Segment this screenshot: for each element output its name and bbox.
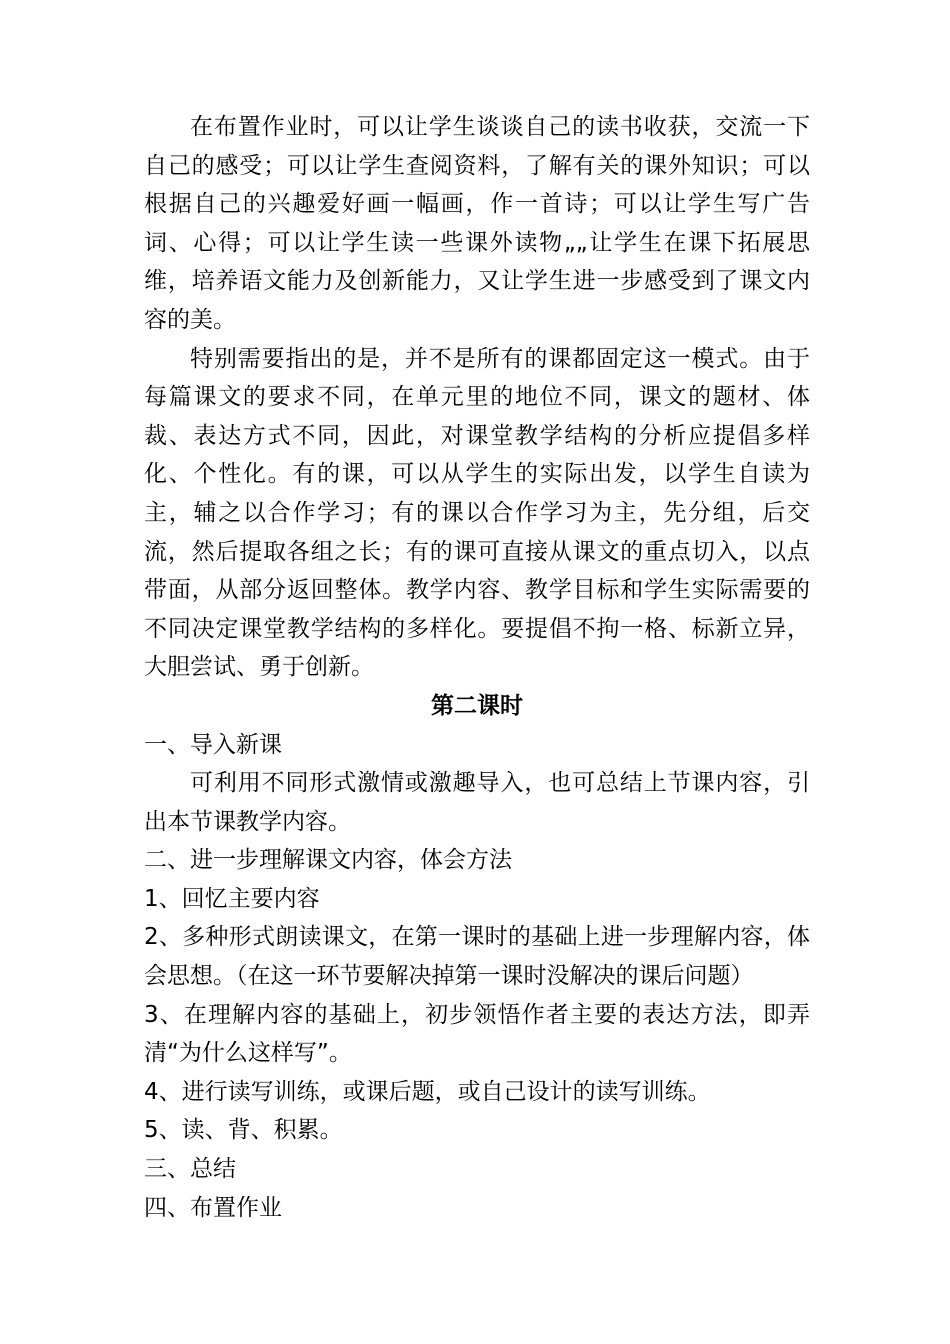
outline-heading-4: 四、布置作业 — [144, 1194, 282, 1221]
homework-paragraph: 在布置作业时，可以让学生谈谈自己的读书收获，交流一下自己的感受；可以让学生查阅资料，了解有关的课外知识；可以根据自己的兴趣爱好画一幅画，作一首诗；可以让学生写广告词、心得；可以让学生读一些课外读物„„让学生在课下拓展思维，培养语文能力及创新能力，又让学生进一步感受到了课文内容的美。 — [144, 114, 810, 333]
outline-step-4: 4、进行读写训练，或课后题，或自己设计的读写训练。 — [144, 1078, 711, 1105]
outline-step-1: 1、回忆主要内容 — [144, 885, 320, 912]
outline-step-5: 5、读、背、积累。 — [144, 1117, 343, 1144]
outline-heading-2: 二、进一步理解课文内容，体会方法 — [144, 847, 512, 874]
document-page — [144, 108, 810, 1227]
section-title: 第二课时 — [431, 692, 523, 719]
outline-step-3: 3、在理解内容的基础上，初步领悟作者主要的表达方法，即弄清“为什么这样写”。 — [144, 1001, 810, 1067]
outline-body-1: 可利用不同形式激情或激趣导入，也可总结上节课内容，引出本节课教学内容。 — [144, 770, 810, 835]
outline-heading-3: 三、总结 — [144, 1156, 236, 1183]
outline-heading-1: 一、导入新课 — [144, 731, 282, 758]
outline-step-2: 2、多种形式朗读课文，在第一课时的基础上进一步理解内容，体会思想。（在这一环节要解决掉第一课时没解决的课后问题） — [144, 924, 810, 990]
teaching-structure-paragraph: 特别需要指出的是，并不是所有的课都固定这一模式。由于每篇课文的要求不同，在单元里的地位不同，课文的题材、体裁、表达方式不同，因此，对课堂教学结构的分析应提倡多样化、个性化。有的课，可以从学生的实际出发，以学生自读为主，辅之以合作学习；有的课以合作学习为主，先分组，后交流，然后提取各组之长；有的课可直接从课文的重点切入，以点带面，从部分返回整体。教学内容、教学目标和学生实际需要的不同决定课堂教学结构的多样化。要提倡不拘一格、标新立异，大胆尝试、勇于创新。 — [144, 345, 810, 681]
